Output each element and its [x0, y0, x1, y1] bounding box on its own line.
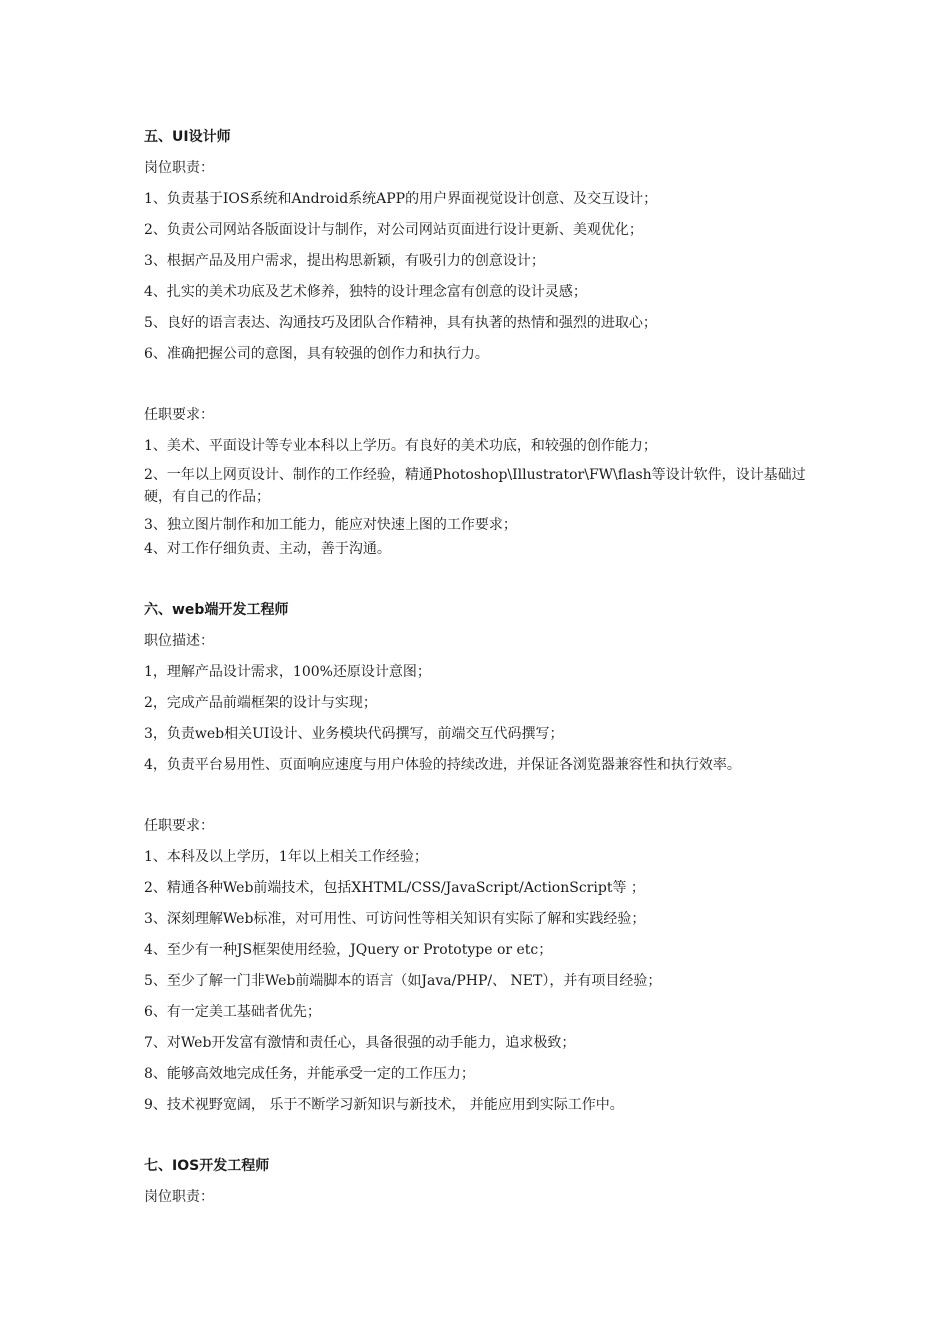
requirement-item: 8、能够高效地完成任务，并能承受一定的工作压力；: [144, 1066, 475, 1082]
requirement-item: 2、精通各种Web前端技术，包括XHTML/CSS/JavaScript/ActionScript等 ；: [144, 880, 645, 896]
duty-item: 6、准确把握公司的意图，具有较强的创作力和执行力。: [144, 346, 489, 362]
requirement-item: 6、有一定美工基础者优先；: [144, 1004, 321, 1020]
requirements-label: 任职要求：: [144, 818, 214, 834]
duty-item: 1、负责基于IOS系统和Android系统APP的用户界面视觉设计创意、及交互设计；: [144, 191, 658, 207]
duty-item: 3，负责web相关UI设计、业务模块代码撰写，前端交互代码撰写；: [144, 726, 564, 742]
duty-item: 2，完成产品前端框架的设计与实现；: [144, 695, 377, 711]
duty-item: 5、良好的语言表达、沟通技巧及团队合作精神，具有执著的热情和强烈的进取心；: [144, 315, 657, 331]
requirement-item: 4、至少有一种JS框架使用经验，JQuery or Prototype or etc；: [144, 942, 553, 958]
spacer: [144, 567, 824, 597]
requirement-item: 7、对Web开发富有激情和责任心，具备很强的动手能力，追求极致；: [144, 1035, 576, 1051]
section-title-ios-developer: 七、IOS开发工程师: [144, 1158, 270, 1174]
duty-item: 4、扎实的美术功底及艺术修养，独特的设计理念富有创意的设计灵感；: [144, 284, 587, 300]
spacer: [144, 372, 824, 402]
requirement-item: 2、一年以上网页设计、制作的工作经验，精通Photoshop\Illustrator\FW\flash等设计软件，设计基础过硬，有自己的作品；: [144, 467, 806, 505]
section-title-web-developer: 六、web端开发工程师: [144, 602, 289, 618]
requirement-item: 5、至少了解一门非Web前端脚本的语言（如Java/PHP/、 NET），并有项目经验；: [144, 973, 662, 989]
duty-item: 1，理解产品设计需求，100%还原设计意图；: [144, 664, 431, 680]
section-title-ui-designer: 五、UI设计师: [144, 129, 231, 145]
duties-label: 岗位职责：: [144, 160, 214, 176]
duty-item: 2、负责公司网站各版面设计与制作，对公司网站页面进行设计更新、美观优化；: [144, 222, 643, 238]
requirement-item: 3、独立图片制作和加工能力，能应对快速上图的工作要求；: [144, 517, 517, 533]
requirement-item: 1、本科及以上学历，1年以上相关工作经验；: [144, 849, 428, 865]
duties-label: 职位描述：: [144, 633, 214, 649]
requirement-item: 9、技术视野宽阔， 乐于不断学习新知识与新技术， 并能应用到实际工作中。: [144, 1097, 624, 1113]
requirement-item: 3、深刻理解Web标准，对可用性、可访问性等相关知识有实际了解和实践经验；: [144, 911, 646, 927]
document-page: [144, 124, 824, 1215]
requirement-item: 1、美术、平面设计等专业本科以上学历。有良好的美术功底，和较强的创作能力；: [144, 438, 657, 454]
duties-label: 岗位职责：: [144, 1189, 214, 1205]
requirement-item: 4、对工作仔细负责、主动，善于沟通。: [144, 541, 391, 557]
requirements-label: 任职要求：: [144, 407, 214, 423]
spacer: [144, 783, 824, 813]
spacer: [144, 1123, 824, 1153]
duty-item: 3、根据产品及用户需求，提出构思新颖，有吸引力的创意设计；: [144, 253, 545, 269]
duty-item: 4，负责平台易用性、页面响应速度与用户体验的持续改进，并保证各浏览器兼容性和执行效率。: [144, 757, 741, 773]
